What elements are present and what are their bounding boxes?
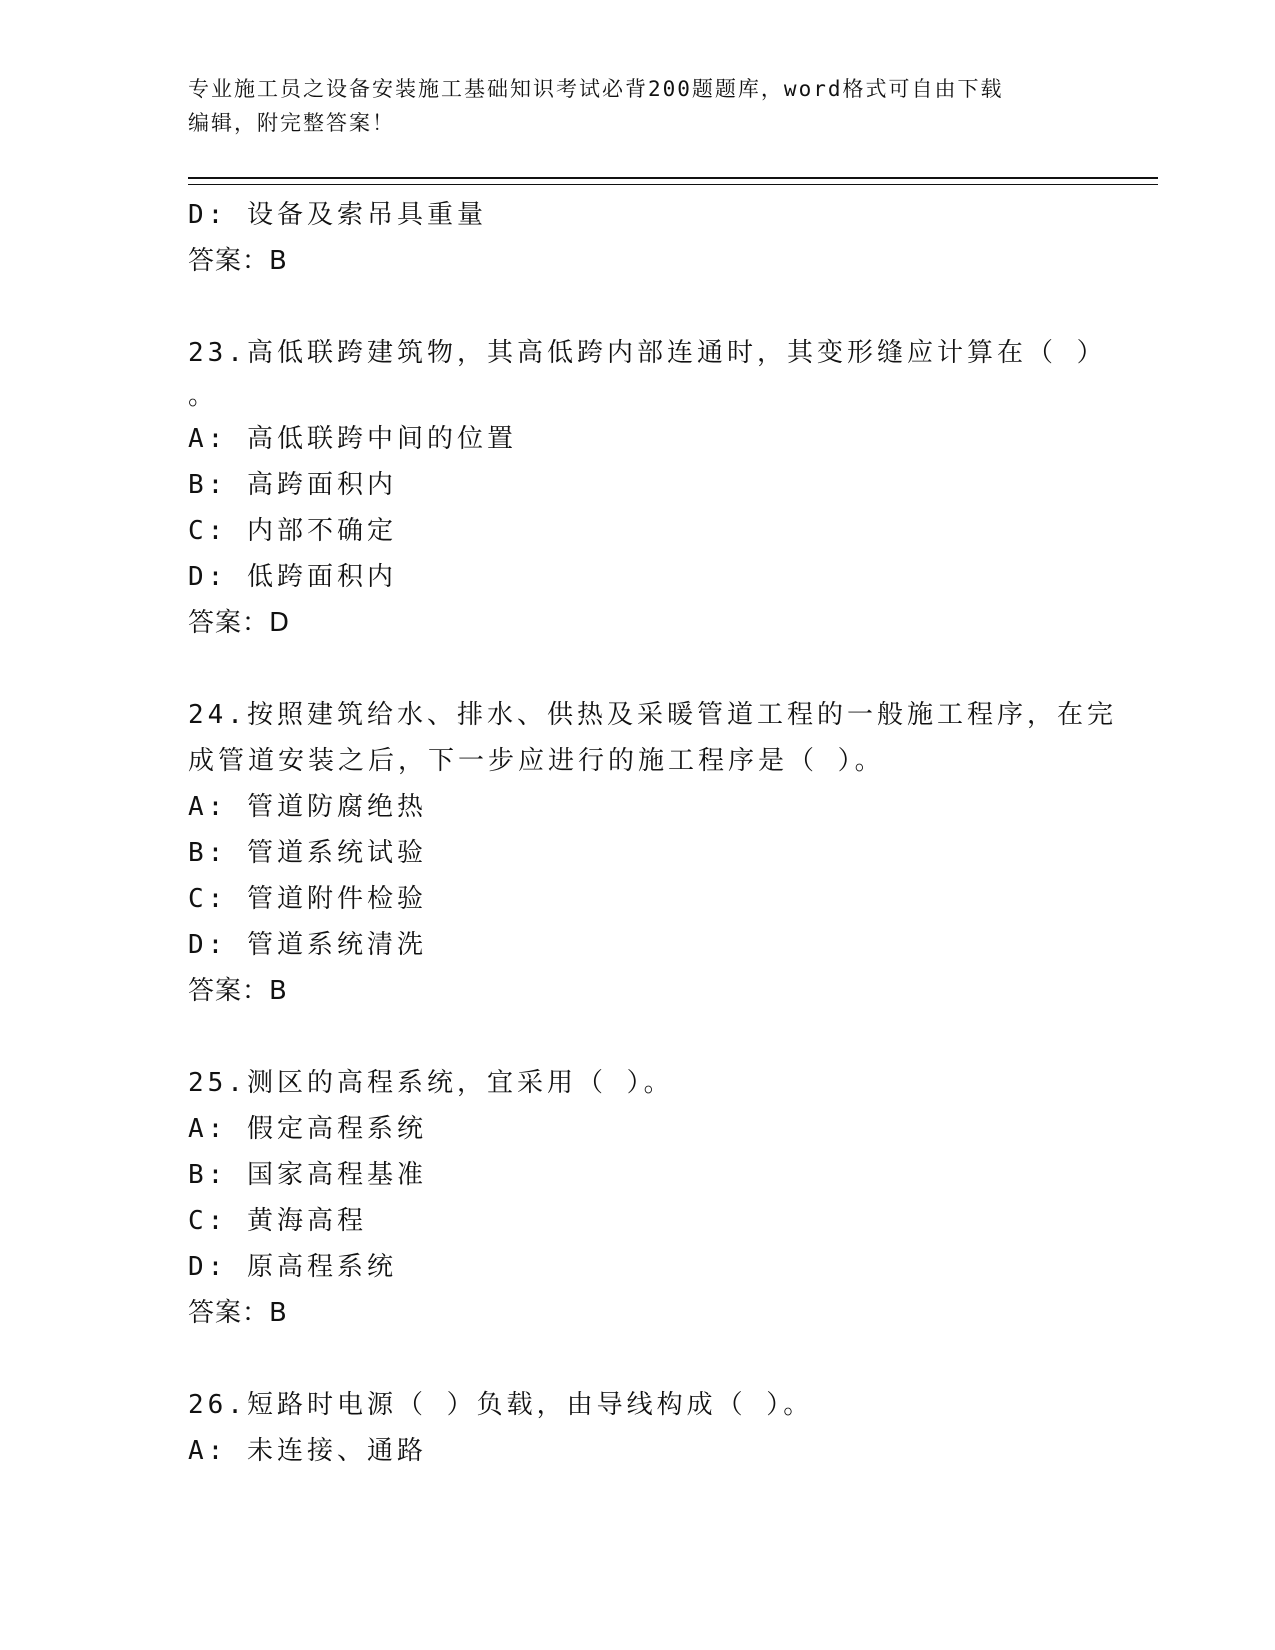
option-d: D: 原高程系统 bbox=[188, 1252, 397, 1282]
option-a: A: 高低联跨中间的位置 bbox=[188, 424, 517, 454]
question-text-line: 24.按照建筑给水、排水、供热及采暖管道工程的一般施工程序，在完 bbox=[188, 700, 1117, 730]
option-a: A: 假定高程系统 bbox=[188, 1114, 427, 1144]
option-c: C: 黄海高程 bbox=[188, 1206, 367, 1236]
question-text-line: 成管道安装之后，下一步应进行的施工程序是（ ）。 bbox=[188, 746, 885, 776]
option-b: B: 管道系统试验 bbox=[188, 838, 427, 868]
question-25 bbox=[188, 1060, 1088, 1336]
answer: 答案：B bbox=[188, 1298, 288, 1328]
option-c: C: 内部不确定 bbox=[188, 516, 397, 546]
option-d: D: 低跨面积内 bbox=[188, 562, 397, 592]
answer: 答案：B bbox=[188, 976, 288, 1006]
question-text-line: 25.测区的高程系统，宜采用（ ）。 bbox=[188, 1068, 674, 1098]
option-a: A: 管道防腐绝热 bbox=[188, 792, 427, 822]
header-line-1: 专业施工员之设备安装施工基础知识考试必背200题题库，word格式可自由下载 bbox=[188, 77, 1004, 101]
option-b: B: 高跨面积内 bbox=[188, 470, 397, 500]
question-24 bbox=[188, 692, 1117, 1014]
answer: 答案：B bbox=[188, 246, 288, 276]
option-b: B: 国家高程基准 bbox=[188, 1160, 427, 1190]
option-c: C: 管道附件检验 bbox=[188, 884, 427, 914]
question-text-line: 。 bbox=[188, 381, 219, 411]
option-d: D: 管道系统清洗 bbox=[188, 930, 427, 960]
question-26 bbox=[188, 1382, 1088, 1474]
header-divider-thin bbox=[188, 184, 1158, 185]
header-divider-thick bbox=[188, 177, 1158, 179]
option-d: D: 设备及索吊具重量 bbox=[188, 200, 487, 230]
question-list bbox=[188, 192, 1117, 1474]
option-a: A: 未连接、通路 bbox=[188, 1436, 427, 1466]
document-header bbox=[188, 72, 1088, 140]
answer: 答案：D bbox=[188, 608, 291, 638]
header-line-2: 编辑，附完整答案！ bbox=[188, 111, 395, 135]
question-23 bbox=[188, 330, 1107, 646]
question-text-line: 23.高低联跨建筑物，其高低跨内部连通时，其变形缝应计算在（ ） bbox=[188, 338, 1107, 368]
question-text-line: 26.短路时电源（ ）负载，由导线构成（ ）。 bbox=[188, 1390, 814, 1420]
